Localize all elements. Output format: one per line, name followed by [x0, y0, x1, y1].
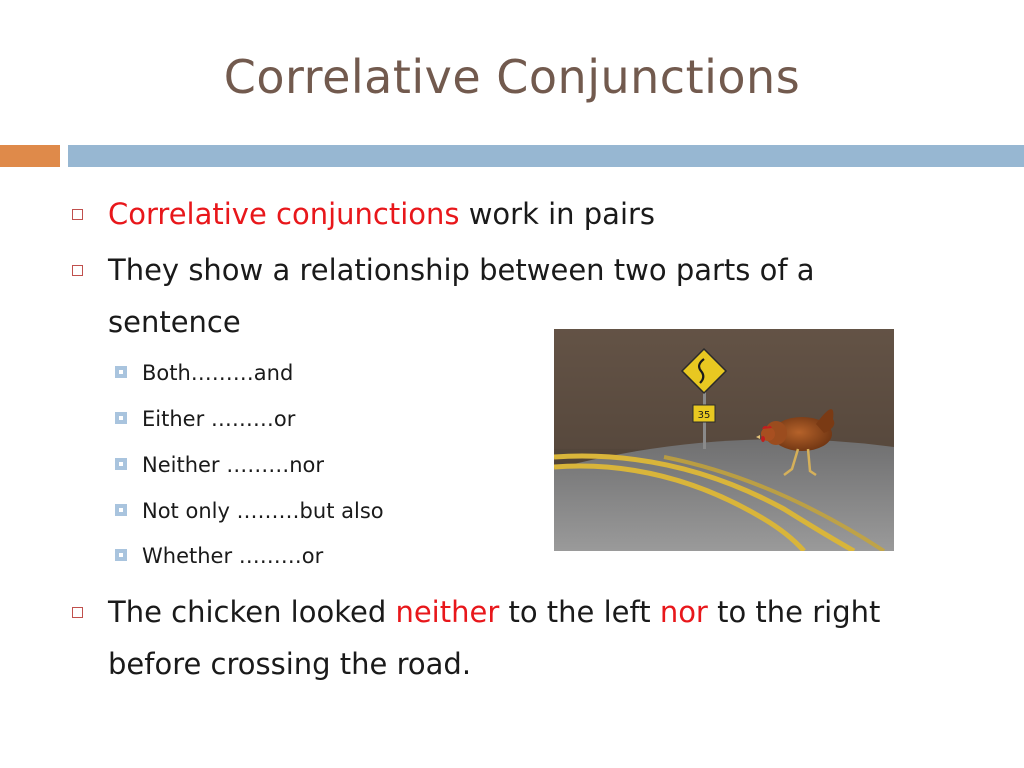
accent-bar — [0, 145, 60, 167]
sub-bullet-both-and — [112, 358, 293, 388]
sub-bullet-whether-or — [112, 541, 323, 571]
sub-bullet-text: Neither ………nor — [142, 453, 325, 477]
example-text: to the left — [499, 595, 660, 629]
hollow-square-bullet-icon — [72, 607, 83, 618]
hollow-square-bullet-icon — [72, 265, 83, 276]
example-line2: before crossing the road. — [108, 647, 472, 681]
slide-title: Correlative Conjunctions — [223, 50, 801, 104]
example-text: to the right — [707, 595, 881, 629]
sub-bullet-text: Whether ………or — [142, 544, 324, 568]
highlight-term: Correlative conjunctions — [108, 197, 460, 231]
chicken-crossing-road-photo — [554, 329, 894, 551]
speed-sign-number: 35 — [697, 410, 711, 421]
neither-highlight: neither — [395, 595, 500, 629]
title-underline-bar — [68, 145, 1024, 167]
sub-bullet-text: Both………and — [142, 361, 294, 385]
sub-bullet-not-only-but-also — [112, 496, 384, 526]
bullet-text — [108, 188, 948, 240]
sub-bullet-text: Either ………or — [142, 407, 296, 431]
hollow-square-bullet-icon — [72, 209, 83, 220]
bullet-rest: work in pairs — [459, 197, 656, 231]
nor-highlight: nor — [659, 595, 708, 629]
filled-square-bullet-icon — [115, 549, 127, 561]
sub-bullet-either-or — [112, 404, 295, 434]
sub-bullet-text: Not only ………but also — [142, 499, 384, 523]
filled-square-bullet-icon — [115, 504, 127, 516]
filled-square-bullet-icon — [115, 458, 127, 470]
example-text: The chicken looked — [108, 595, 396, 629]
bullet-example-sentence — [68, 586, 948, 690]
example-line1 — [108, 586, 948, 638]
bullet-pairs — [68, 188, 948, 240]
bullet-line1: They show a relationship between two parts of a — [108, 253, 815, 287]
filled-square-bullet-icon — [115, 366, 127, 378]
bullet-line2: sentence — [108, 305, 241, 339]
filled-square-bullet-icon — [115, 412, 127, 424]
sub-bullet-neither-nor — [112, 450, 324, 480]
